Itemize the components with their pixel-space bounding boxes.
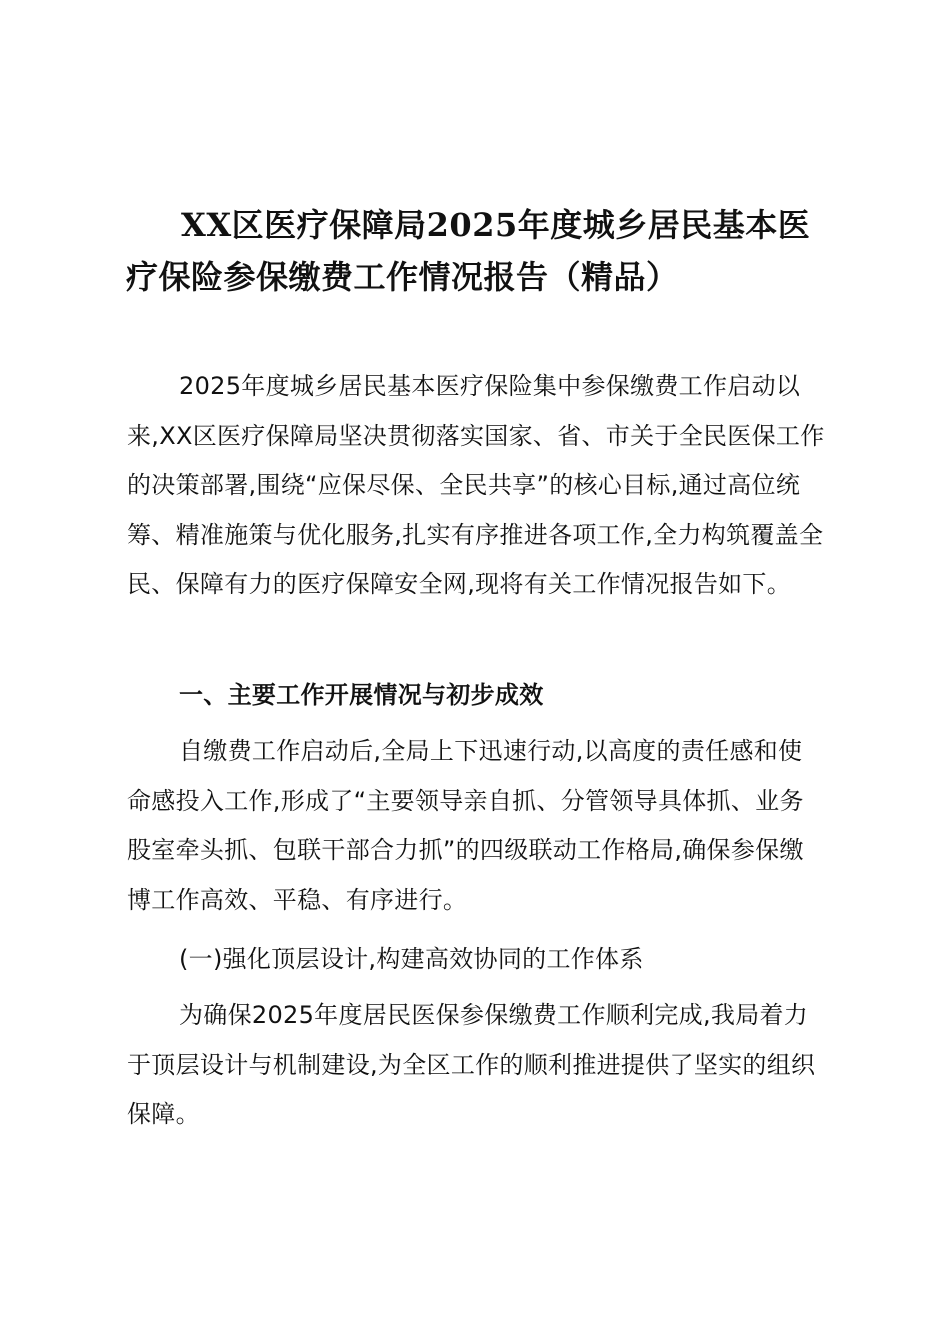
subsection-1-heading: (一)强化顶层设计,构建高效协同的工作体系 xyxy=(179,945,644,973)
section-1-paragraph: 自缴费工作启动后,全局上下迅速行动,以高度的责任感和使命感投入工作,形成了“主要领导亲自抓、分管领导具体抓、业务股室牵头抓、包联干部合力抓”的四级联动工作格局,确保参保缴博工作高效、平稳、有序进行。 xyxy=(127,737,804,914)
document-title: XX区医疗保障局2025年度城乡居民基本医疗保险参保缴费工作情况报告（精品） xyxy=(126,206,811,296)
intro-paragraph: 2025年度城乡居民基本医疗保险集中参保缴费工作启动以来,XX区医疗保障局坚决贯彻落实国家、省、市关于全民医保工作的决策部署,围绕“应保尽保、全民共享”的核心目标,通过高位统筹、精准施策与优化服务,扎实有序推进各项工作,全力构筑覆盖全民、保障有力的医疗保障安全网,现将有关工作情况报告如下。 xyxy=(127,372,825,598)
section-1-heading: 一、主要工作开展情况与初步成效 xyxy=(179,681,544,709)
subsection-1-paragraph: 为确保2025年度居民医保参保缴费工作顺利完成,我局着力于顶层设计与机制建设,为全区工作的顺利推进提供了坚实的组织保障。 xyxy=(127,1001,816,1128)
